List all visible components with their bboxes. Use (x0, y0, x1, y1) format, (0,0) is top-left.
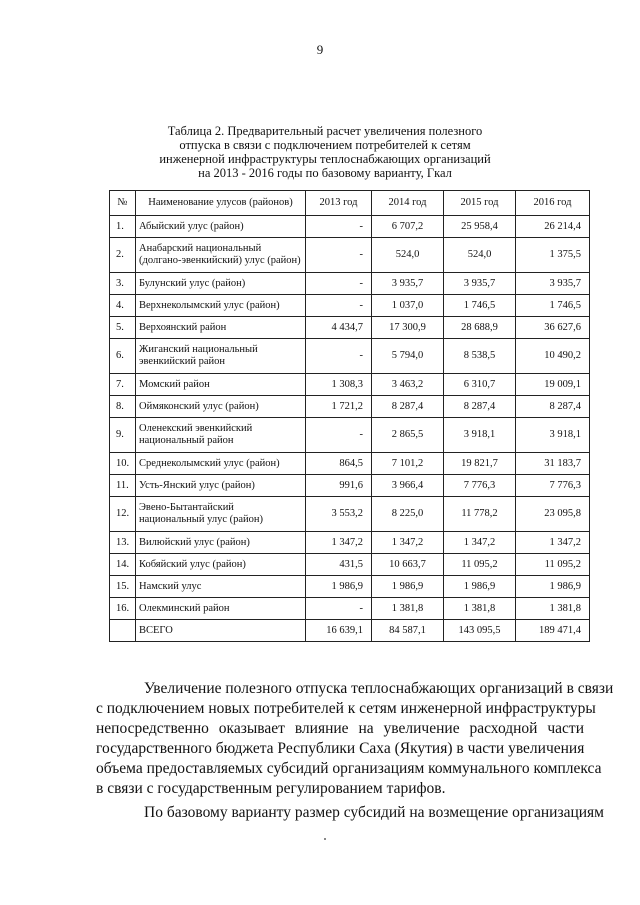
cell-2015: 6 310,7 (444, 374, 516, 396)
cell-district-name: Намский улус (136, 576, 306, 598)
cell-district-name: Абыйский улус (район) (136, 216, 306, 238)
cell-district-name: Верхоянский район (136, 317, 306, 339)
cell-2015: 8 287,4 (444, 396, 516, 418)
text-line: По базовому варианту размер субсидий на возмещение организациям (144, 804, 604, 821)
table-row (110, 453, 590, 475)
cell-district-name: Усть-Янский улус (район) (136, 475, 306, 497)
cell-2016: 19 009,1 (516, 374, 590, 396)
cell-2016: 1 746,5 (516, 295, 590, 317)
cell-number: 9. (110, 418, 136, 453)
cell-2014: 8 287,4 (372, 396, 444, 418)
cell-number: 10. (110, 453, 136, 475)
cell-2016: 8 287,4 (516, 396, 590, 418)
cell-district-name: Кобяйский улус (район) (136, 554, 306, 576)
cell-number: 16. (110, 598, 136, 620)
page-number: 9 (316, 42, 324, 57)
cell-district-name: Олекминский район (136, 598, 306, 620)
cell-number: 4. (110, 295, 136, 317)
cell-2013: 16 639,1 (306, 620, 372, 642)
cell-2015: 19 821,7 (444, 453, 516, 475)
cell-2016: 10 490,2 (516, 339, 590, 374)
cell-district-name: Жиганский национальный эвенкийский район (136, 339, 306, 374)
cell-district-name: Момский район (136, 374, 306, 396)
cell-2015: 3 935,7 (444, 273, 516, 295)
cell-district-name: Вилюйский улус (район) (136, 532, 306, 554)
cell-2015: 25 958,4 (444, 216, 516, 238)
cell-2014: 1 381,8 (372, 598, 444, 620)
table-row (110, 598, 590, 620)
body-text (96, 679, 614, 823)
cell-number: 15. (110, 576, 136, 598)
cell-district-name: Оленекский эвенкийский национальный район (136, 418, 306, 453)
cell-2014: 8 225,0 (372, 497, 444, 532)
cell-2013: - (306, 598, 372, 620)
cell-2016: 189 471,4 (516, 620, 590, 642)
cell-number: 7. (110, 374, 136, 396)
cell-number: 11. (110, 475, 136, 497)
cell-2014: 2 865,5 (372, 418, 444, 453)
cell-2013: 1 986,9 (306, 576, 372, 598)
paragraph-1 (96, 679, 614, 799)
cell-number: 6. (110, 339, 136, 374)
table-caption (150, 124, 500, 180)
cell-2013: 1 721,2 (306, 396, 372, 418)
header-2016: 2016 год (516, 191, 590, 216)
text-line: непосредственно оказывает влияние на увеличение расходной части (96, 720, 584, 737)
cell-2014: 3 463,2 (372, 374, 444, 396)
cell-2016: 1 381,8 (516, 598, 590, 620)
cell-2016: 1 347,2 (516, 532, 590, 554)
cell-district-name: Эвено-Бытантайский национальный улус (район) (136, 497, 306, 532)
cell-2014: 1 347,2 (372, 532, 444, 554)
cell-2016: 3 918,1 (516, 418, 590, 453)
caption-line: инженерной инфраструктуры теплоснабжающих организаций (159, 152, 491, 166)
cell-2013: 4 434,7 (306, 317, 372, 339)
cell-number: 3. (110, 273, 136, 295)
cell-2013: 1 347,2 (306, 532, 372, 554)
cell-2014: 1 986,9 (372, 576, 444, 598)
header-2015: 2015 год (444, 191, 516, 216)
cell-2014: 3 935,7 (372, 273, 444, 295)
cell-number: 1. (110, 216, 136, 238)
cell-number: 13. (110, 532, 136, 554)
caption-line: отпуска в связи с подключением потребителей к сетям (179, 138, 471, 152)
cell-2014: 7 101,2 (372, 453, 444, 475)
table-row (110, 339, 590, 374)
table-body (110, 216, 590, 642)
table-row (110, 273, 590, 295)
cell-2015: 143 095,5 (444, 620, 516, 642)
cell-2016: 31 183,7 (516, 453, 590, 475)
cell-2014: 84 587,1 (372, 620, 444, 642)
cell-2015: 1 347,2 (444, 532, 516, 554)
cell-2015: 7 776,3 (444, 475, 516, 497)
cell-number: 12. (110, 497, 136, 532)
text-line: с подключением новых потребителей к сетям инженерной инфраструктуры (96, 700, 596, 717)
table-row (110, 295, 590, 317)
cell-2013: 431,5 (306, 554, 372, 576)
cell-district-name: Среднеколымский улус (район) (136, 453, 306, 475)
cell-2013: 3 553,2 (306, 497, 372, 532)
cell-number (110, 620, 136, 642)
cell-number: 8. (110, 396, 136, 418)
cell-2016: 1 986,9 (516, 576, 590, 598)
cell-2016: 36 627,6 (516, 317, 590, 339)
cell-2014: 524,0 (372, 238, 444, 273)
cell-2015: 28 688,9 (444, 317, 516, 339)
header-2013: 2013 год (306, 191, 372, 216)
table-row (110, 374, 590, 396)
cell-2014: 1 037,0 (372, 295, 444, 317)
table-row (110, 532, 590, 554)
cell-district-name: Анабарский национальный (долгано-эвенкийский) улус (район) (136, 238, 306, 273)
table-row (110, 475, 590, 497)
table-total-row (110, 620, 590, 642)
cell-2013: - (306, 295, 372, 317)
paragraph-2 (96, 803, 604, 823)
cell-district-name: Оймяконский улус (район) (136, 396, 306, 418)
data-table (109, 190, 590, 642)
table-row (110, 497, 590, 532)
cell-2015: 11 778,2 (444, 497, 516, 532)
cell-2015: 8 538,5 (444, 339, 516, 374)
text-line: Увеличение полезного отпуска теплоснабжающих организаций в связи (144, 680, 614, 697)
cell-2015: 11 095,2 (444, 554, 516, 576)
table-row (110, 396, 590, 418)
header-number: № (110, 191, 136, 216)
cell-2015: 1 746,5 (444, 295, 516, 317)
caption-line: на 2013 - 2016 годы по базовому варианту, Гкал (198, 166, 452, 180)
cell-2016: 3 935,7 (516, 273, 590, 295)
cell-2014: 3 966,4 (372, 475, 444, 497)
cell-2014: 6 707,2 (372, 216, 444, 238)
cell-2013: 864,5 (306, 453, 372, 475)
cell-2013: 1 308,3 (306, 374, 372, 396)
text-line: государственного бюджета Республики Саха (Якутия) в части увеличения (96, 740, 585, 757)
table-header-row (110, 191, 590, 216)
cell-2015: 1 381,8 (444, 598, 516, 620)
cell-2015: 1 986,9 (444, 576, 516, 598)
cell-2016: 11 095,2 (516, 554, 590, 576)
cell-2014: 5 794,0 (372, 339, 444, 374)
cell-2016: 7 776,3 (516, 475, 590, 497)
cell-2013: - (306, 216, 372, 238)
table-row (110, 317, 590, 339)
caption-line: Таблица 2. Предварительный расчет увеличения полезного (167, 124, 483, 138)
table-row (110, 216, 590, 238)
cell-2014: 17 300,9 (372, 317, 444, 339)
cell-2013: - (306, 273, 372, 295)
cell-2014: 10 663,7 (372, 554, 444, 576)
table-row (110, 576, 590, 598)
cell-2016: 23 095,8 (516, 497, 590, 532)
table-row (110, 418, 590, 453)
text-line: объема предоставляемых субсидий организациям коммунального комплекса (96, 760, 602, 777)
cell-2015: 524,0 (444, 238, 516, 273)
table-row (110, 238, 590, 273)
cell-district-name: Булунский улус (район) (136, 273, 306, 295)
cell-number: 14. (110, 554, 136, 576)
header-2014: 2014 год (372, 191, 444, 216)
cell-district-name: ВСЕГО (136, 620, 306, 642)
header-name: Наименование улусов (районов) (136, 191, 306, 216)
cell-2016: 1 375,5 (516, 238, 590, 273)
cell-2013: - (306, 339, 372, 374)
cell-district-name: Верхнеколымский улус (район) (136, 295, 306, 317)
cell-2013: - (306, 418, 372, 453)
cell-2013: - (306, 238, 372, 273)
cell-2016: 26 214,4 (516, 216, 590, 238)
cell-number: 5. (110, 317, 136, 339)
cell-number: 2. (110, 238, 136, 273)
table-row (110, 554, 590, 576)
cell-2013: 991,6 (306, 475, 372, 497)
text-line: в связи с государственным регулированием тарифов. (96, 780, 446, 797)
scan-speck (324, 838, 326, 840)
cell-2015: 3 918,1 (444, 418, 516, 453)
